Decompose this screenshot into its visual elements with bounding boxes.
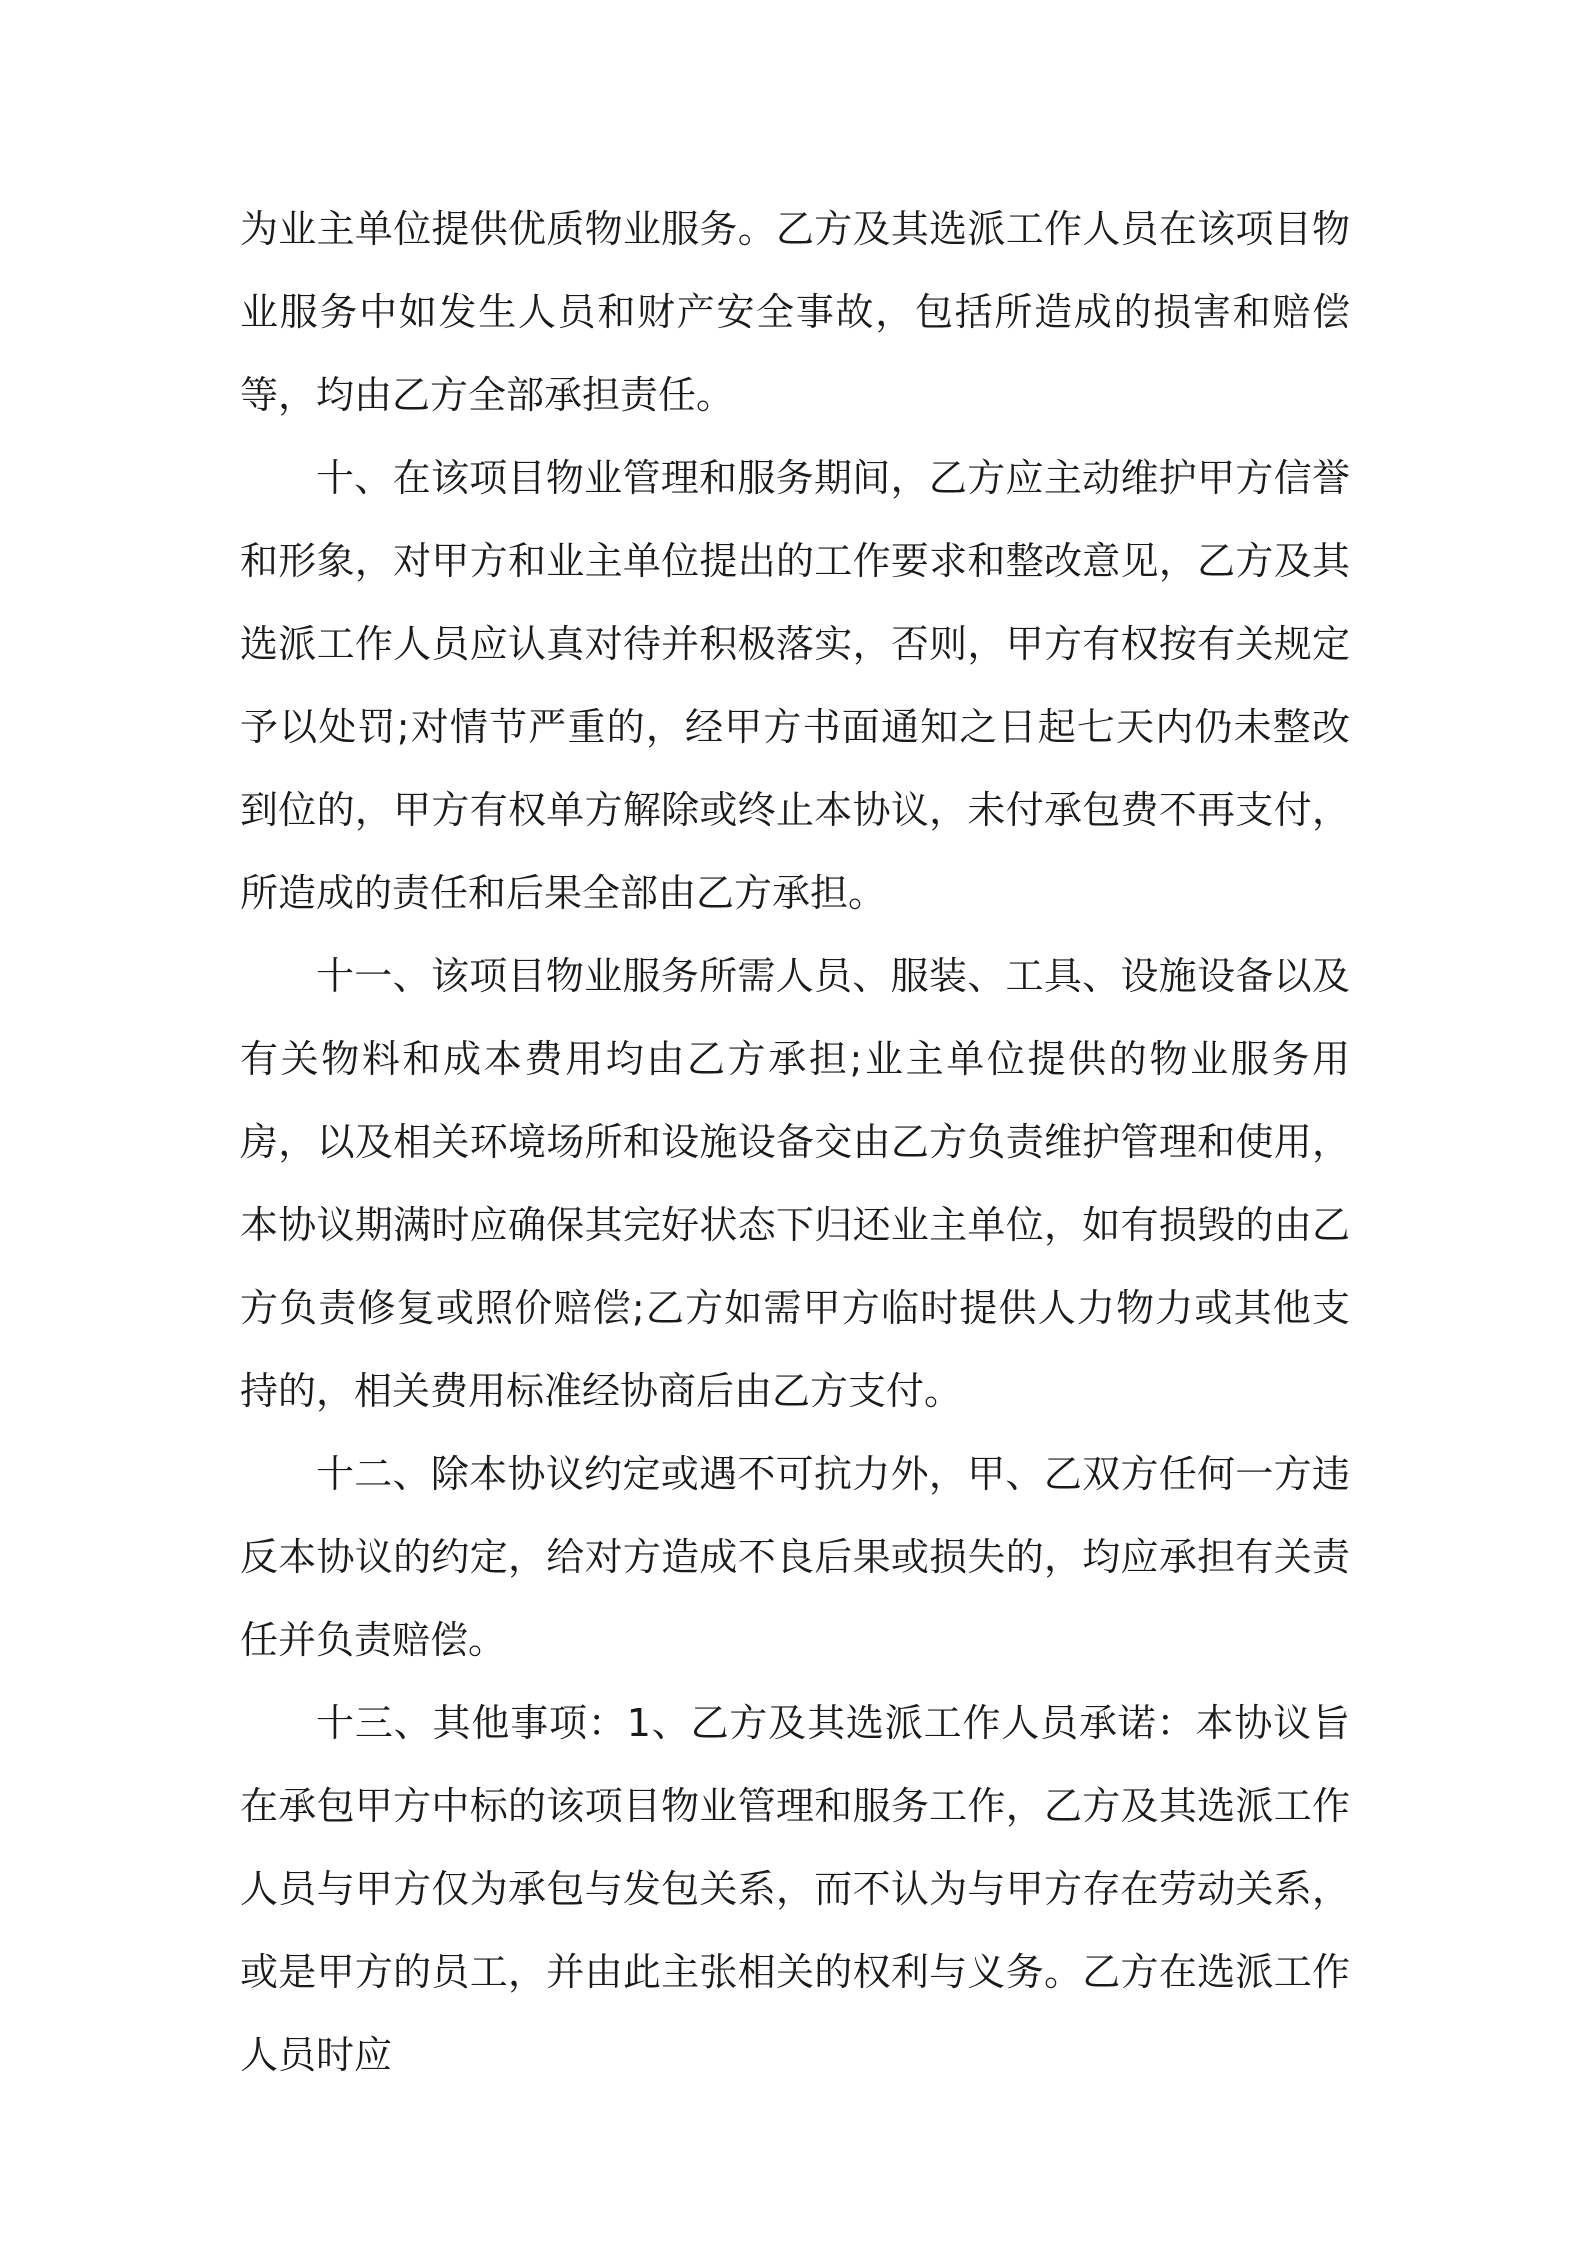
paragraph-clause-13: 十三、其他事项：1、乙方及其选派工作人员承诺：本协议旨在承包甲方中标的该项目物业管理和服务工作，乙方及其选派工作人员与甲方仅为承包与发包关系，而不认为与甲方存在劳动关系，或是甲方的员工，并由此主张相关的权利与义务。乙方在选派工作人员时应	[240, 1701, 1350, 2077]
paragraph-clause-11: 十一、该项目物业服务所需人员、服装、工具、设施设备以及有关物料和成本费用均由乙方承担;业主单位提供的物业服务用房，以及相关环境场所和设施设备交由乙方负责维护管理和使用，本协议期满时应确保其完好状态下归还业主单位，如有损毁的由乙方负责修复或照价赔偿;乙方如需甲方临时提供人力物力或其他支持的，相关费用标准经协商后由乙方支付。	[240, 954, 1350, 1413]
paragraph-clause-12: 十二、除本协议约定或遇不可抗力外，甲、乙双方任何一方违反本协议的约定，给对方造成不良后果或损失的，均应承担有关责任并负责赔偿。	[240, 1452, 1350, 1662]
paragraph-continuation: 为业主单位提供优质物业服务。乙方及其选派工作人员在该项目物业服务中如发生人员和财产安全事故，包括所造成的损害和赔偿等，均由乙方全部承担责任。	[240, 207, 1350, 417]
paragraph-clause-10: 十、在该项目物业管理和服务期间，乙方应主动维护甲方信誉和形象，对甲方和业主单位提出的工作要求和整改意见，乙方及其选派工作人员应认真对待并积极落实，否则，甲方有权按有关规定予以处罚;对情节严重的，经甲方书面通知之日起七天内仍未整改到位的，甲方有权单方解除或终止本协议，未付承包费不再支付，所造成的责任和后果全部由乙方承担。	[240, 456, 1350, 915]
document-page	[240, 188, 1350, 2097]
